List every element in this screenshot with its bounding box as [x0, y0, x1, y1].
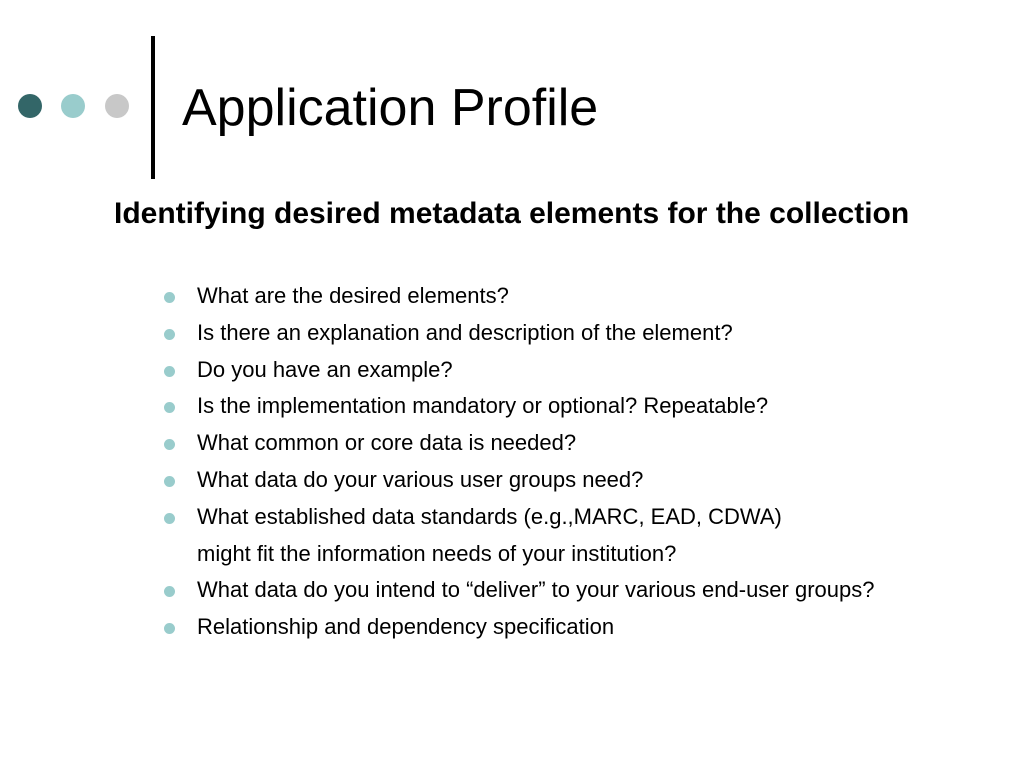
bullet-item — [160, 278, 875, 315]
bullet-text: Do you have an example? — [197, 356, 453, 382]
bullet-text: What data do you intend to “deliver” to your various end-user groups? — [197, 577, 875, 603]
bullet-dot-icon — [164, 623, 175, 634]
bullet-dot-icon — [164, 402, 175, 413]
slide-subtitle: Identifying desired metadata elements for the collection — [114, 197, 910, 230]
bullet-dot-icon — [164, 513, 175, 524]
bullet-item — [160, 499, 875, 573]
slide-title: Application Profile — [182, 79, 599, 137]
bullet-item — [160, 388, 875, 425]
bullet-text: What are the desired elements? — [197, 283, 509, 308]
light-teal-dot-icon — [61, 94, 85, 118]
title-divider-rule — [151, 36, 155, 179]
bullet-dot-icon — [164, 586, 175, 597]
bullet-text: might fit the information needs of your institution? — [197, 540, 677, 566]
bullet-text: Is the implementation mandatory or optional? Repeatable? — [197, 393, 769, 419]
bullet-dot-icon — [164, 476, 175, 487]
bullet-dot-icon — [164, 439, 175, 450]
gray-dot-icon — [105, 94, 129, 118]
bullet-item — [160, 609, 875, 646]
bullet-text: Is there an explanation and description of the element? — [197, 319, 733, 345]
bullet-text: What established data standards (e.g.,MARC, EAD, CDWA) — [197, 503, 782, 529]
dark-teal-dot-icon — [18, 94, 42, 118]
bullet-item — [160, 572, 875, 609]
bullet-text: What data do your various user groups need? — [197, 466, 644, 492]
bullet-text: What common or core data is needed? — [197, 430, 577, 456]
bullet-text: Relationship and dependency specification — [197, 614, 615, 640]
bullet-dot-icon — [164, 329, 175, 340]
bullet-item — [160, 352, 875, 389]
bullet-item — [160, 425, 875, 462]
title-decoration-dots — [18, 94, 138, 120]
bullet-item — [160, 462, 875, 499]
bullet-dot-icon — [164, 366, 175, 377]
bullet-list — [160, 278, 875, 646]
bullet-item — [160, 315, 875, 352]
bullet-dot-icon — [164, 292, 175, 303]
